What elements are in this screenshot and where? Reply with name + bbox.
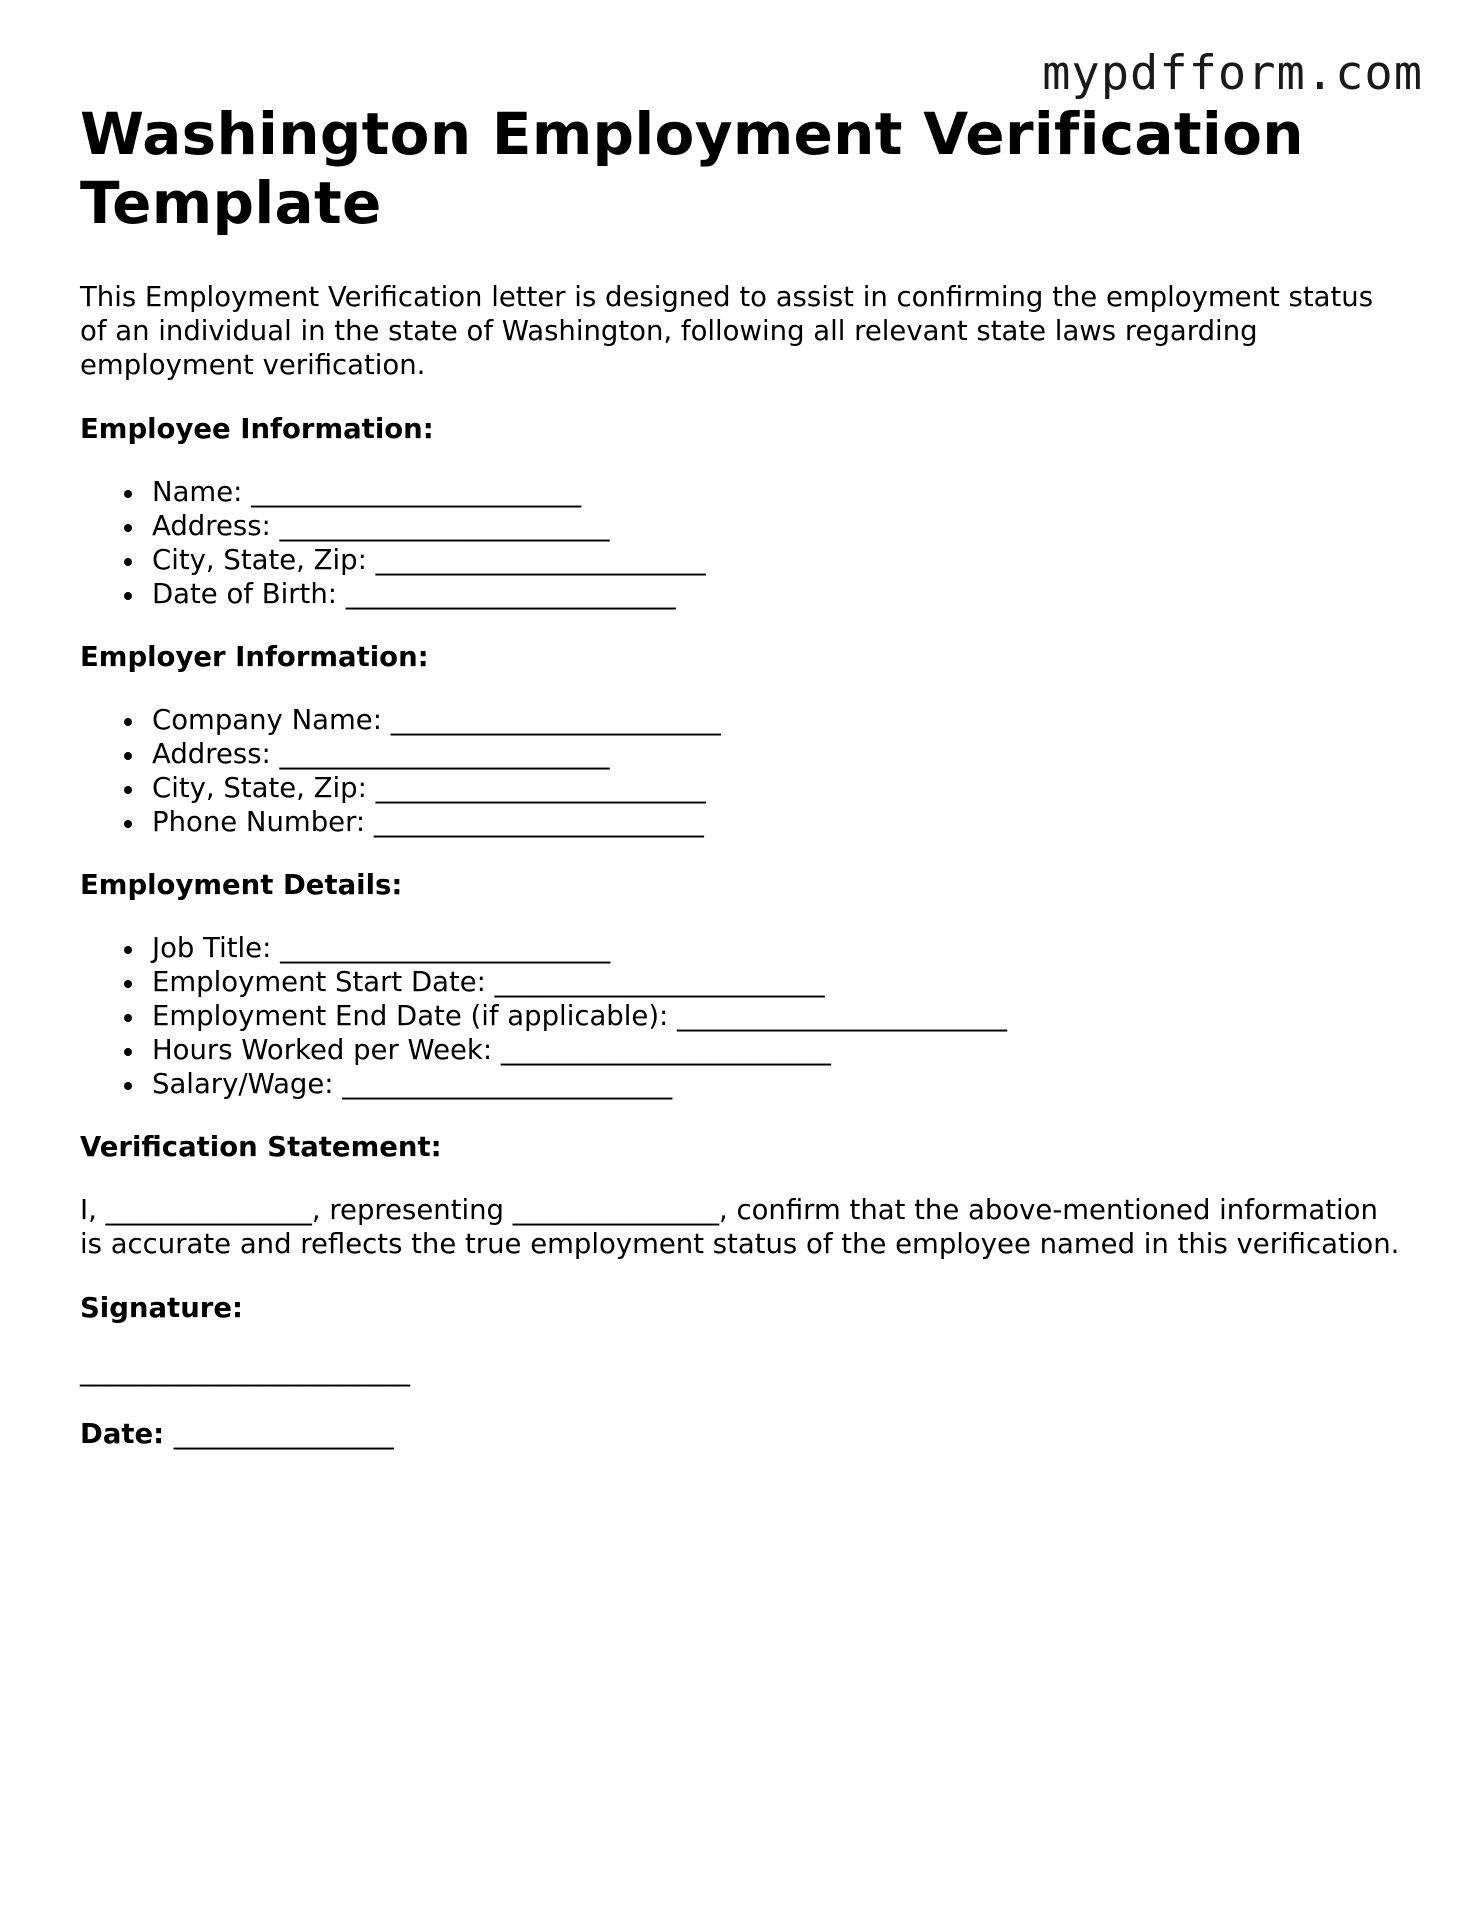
employer-info-list [80,703,1400,839]
verification-statement[interactable]: I, _______________, representing _______________, confirm that the above-mentioned information is accurate and reflects the true employment status of the employee named in this verification. [80,1194,1400,1260]
document-page [80,100,1400,1451]
employee-city-state-zip-field[interactable]: City, State, Zip: ________________________ [80,543,1400,577]
job-title-field[interactable]: Job Title: ________________________ [80,931,1400,965]
employee-name-field[interactable]: Name: ________________________ [80,475,1400,509]
hours-per-week-field[interactable]: Hours Worked per Week: ________________________ [80,1033,1400,1067]
signature-line[interactable]: ________________________ [80,1355,410,1387]
end-date-field[interactable]: Employment End Date (if applicable): ________________________ [80,999,1400,1033]
employer-address-field[interactable]: Address: ________________________ [80,737,1400,771]
company-name-field[interactable]: Company Name: ________________________ [80,703,1400,737]
employer-info-heading: Employer Information: [80,641,429,673]
page-title: Washington Employment Verification Template [80,100,1304,237]
employee-info-list [80,475,1400,611]
salary-wage-field[interactable]: Salary/Wage: ________________________ [80,1067,1400,1101]
employee-dob-field[interactable]: Date of Birth: ________________________ [80,577,1400,611]
intro-paragraph: This Employment Verification letter is designed to assist in confirming the employment status of an individual in the state of Washington, following all relevant state laws regarding employment verification. [80,281,1374,381]
employee-info-heading: Employee Information: [80,413,434,445]
date-field[interactable]: ________________ [173,1418,394,1450]
start-date-field[interactable]: Employment Start Date: ________________________ [80,965,1400,999]
date-row [80,1417,1400,1451]
date-label: Date: [80,1418,165,1450]
employment-details-heading: Employment Details: [80,869,403,901]
signature-heading: Signature: [80,1292,243,1324]
verification-heading: Verification Statement: [80,1131,442,1163]
employment-details-list [80,931,1400,1101]
employer-phone-field[interactable]: Phone Number: ________________________ [80,805,1400,839]
employer-city-state-zip-field[interactable]: City, State, Zip: ________________________ [80,771,1400,805]
employee-address-field[interactable]: Address: ________________________ [80,509,1400,543]
watermark: mypdfform.com [1042,46,1423,101]
